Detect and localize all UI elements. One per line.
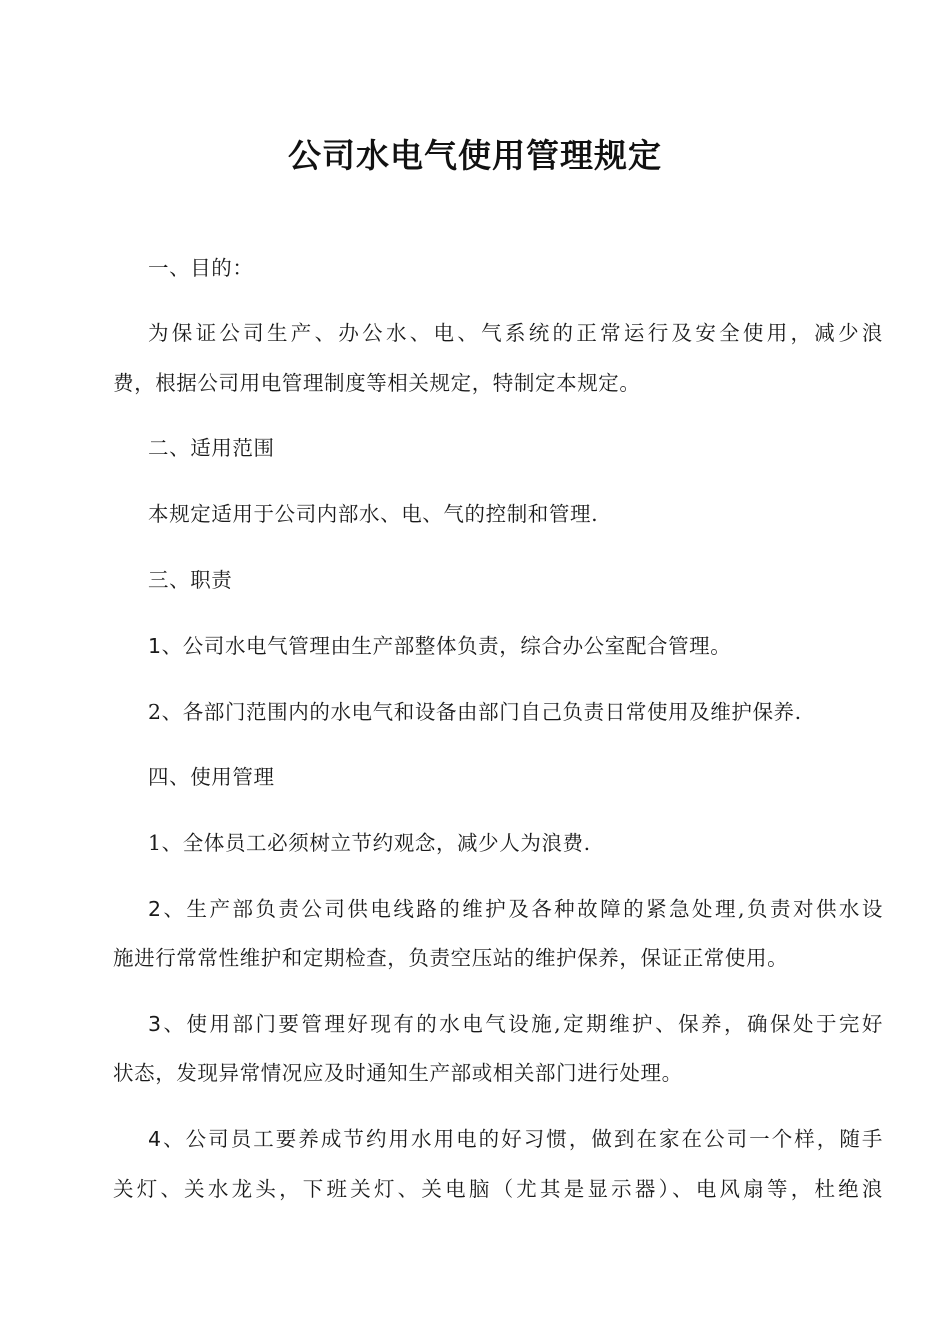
text-run: 、公司员工要	[161, 1127, 299, 1151]
text-run: 2、	[148, 897, 187, 921]
text-run: 随手	[839, 1127, 883, 1151]
text-run: 的好习惯，做到在家在公司一个样，	[478, 1127, 840, 1151]
paragraph-line: 状态，发现异常情况应及时通知生产部或相关部门进行处理。	[113, 1061, 683, 1085]
text-run: 负责	[255, 897, 302, 921]
paragraph-line: 施进行常常性维护和定期检查，负责空压站的维护保养，保证正常使用。	[113, 946, 789, 970]
section-heading-usage: 四、使用管理	[148, 765, 275, 789]
list-item	[148, 894, 883, 924]
paragraph-line: 本规定适用于公司内部水、电、气的控制和管理.	[148, 502, 599, 526]
text-run: 生产	[351, 634, 394, 658]
text-run: 供电线路的维护及各种故障的紧急处理	[347, 897, 739, 921]
section-heading-responsibilities: 三、职责	[148, 568, 233, 592]
text-run: 生产部	[186, 897, 256, 921]
text-run: 4	[148, 1127, 162, 1151]
text-run: 。	[710, 634, 732, 658]
text-run: 、使用部门要管理好现有的水电气设施,定期维护、保养，确保处于完好	[161, 1012, 883, 1036]
list-item	[148, 1124, 883, 1154]
list-item	[148, 1009, 883, 1039]
text-run: ,负责对供水设	[738, 897, 884, 921]
text-run: ，下班关灯、关电脑（尤其是显示器）、电风扇等，杜绝浪	[279, 1177, 883, 1201]
text-run: 整体	[414, 634, 458, 658]
text-run: 公司	[301, 897, 348, 921]
text-run: 1、公司水电气管理由	[148, 634, 352, 658]
text-run: 负责	[457, 634, 500, 658]
section-heading-scope: 二、适用范围	[148, 436, 275, 460]
text-run: 关灯、关水龙头	[113, 1177, 280, 1201]
paragraph-line: 费，根据公司用电管理制度等相关规定，特制定本规定。	[113, 371, 641, 395]
section-heading-purpose: 一、目的：	[148, 256, 254, 280]
list-item	[148, 631, 883, 661]
text-run: 3	[148, 1012, 162, 1036]
list-item: 1、全体员工必须树立节约观念，减少人为浪费.	[148, 831, 591, 855]
text-run: 养成节约用水用电	[298, 1127, 479, 1151]
paragraph-line: 为保证公司生产、办公水、电、气系统的正常运行及安全使用，减少浪	[148, 321, 883, 345]
document-title: 公司水电气使用管理规定	[288, 136, 662, 175]
paragraph-line	[113, 1174, 883, 1204]
text-run: 部	[393, 634, 415, 658]
text-run: ，综合办公室配合管理	[499, 634, 711, 658]
list-item: 2、各部门范围内的水电气和设备由部门自己负责日常使用及维护保养.	[148, 700, 802, 724]
